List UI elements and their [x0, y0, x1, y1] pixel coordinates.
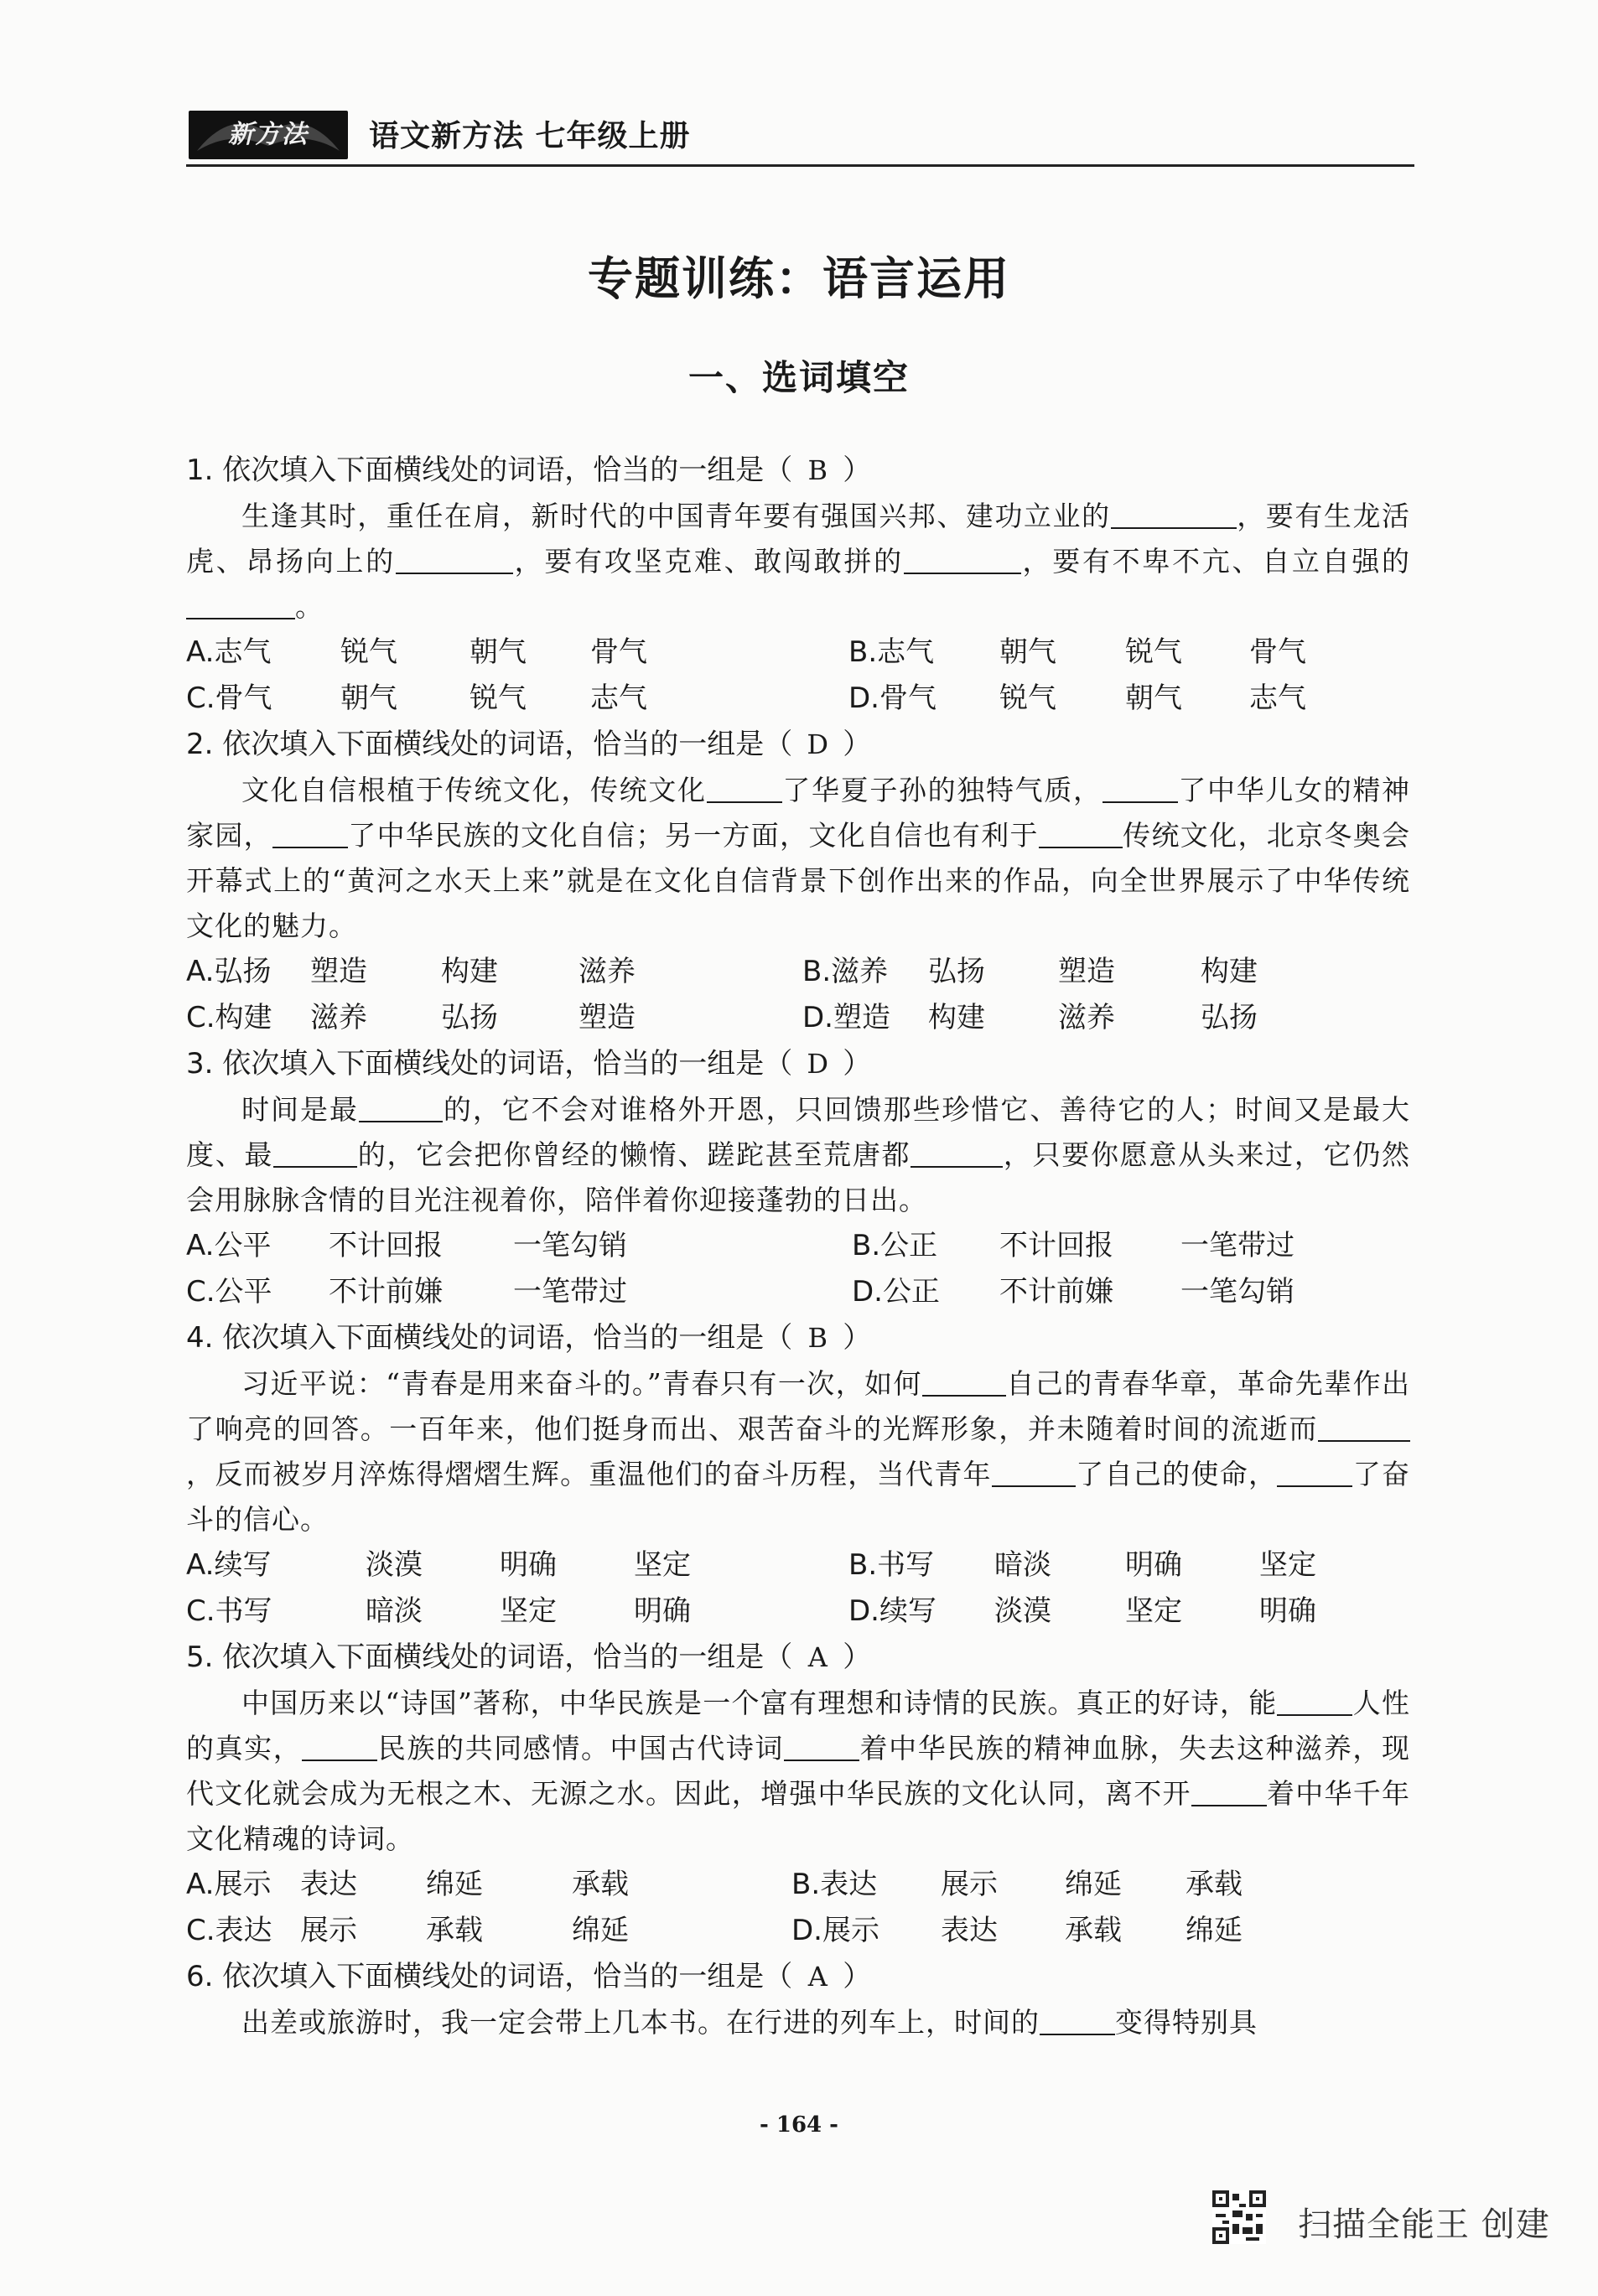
fill-in-blank — [922, 1368, 1006, 1397]
option-word: B.志气 — [848, 635, 935, 669]
question-prompt: 2. 依次填入下面横线处的词语，恰当的一组是（ — [186, 728, 793, 761]
question-close-paren: ） — [843, 1640, 872, 1674]
logo-text: 新方法 — [228, 120, 309, 149]
option-word: 志气 — [1249, 682, 1306, 715]
fill-in-blank — [992, 1459, 1076, 1487]
scanner-watermark: 扫描全能王 创建 — [1298, 2205, 1550, 2244]
option-word: B.书写 — [848, 1548, 935, 1582]
option-word: 志气 — [590, 682, 647, 715]
option-row — [186, 1589, 1410, 1635]
option-word: 一笔勾销 — [513, 1229, 627, 1262]
fill-in-blank — [1191, 1778, 1267, 1806]
passage-text: 的，它不会对谁格外开恩，只回馈那些珍惜它、善待它的人；时间又是最大度、最 — [186, 1093, 1411, 1171]
option-word: 滋养 — [578, 955, 636, 988]
fill-in-blank — [273, 1139, 357, 1168]
question-stem — [186, 448, 1410, 494]
passage-text: ，只要你愿意从头来过，它仍然会用脉脉含情的目光注视着你，陪伴着你迎接蓬勃的日出。 — [186, 1138, 1411, 1216]
option-row — [186, 1542, 1410, 1589]
option-word: 绵延 — [572, 1914, 629, 1947]
option-word: 塑造 — [1058, 955, 1115, 988]
passage-text: 。 — [295, 590, 324, 623]
option-word: 明确 — [634, 1594, 691, 1628]
option-word: 骨气 — [590, 635, 647, 669]
option-word: 朝气 — [1125, 682, 1182, 715]
passage-text: 着中华民族的精神血脉，失去这种滋养，现代文化就会成为无根之木、无源之水。因此，增强中华民族的文化认同，离不开 — [186, 1732, 1411, 1810]
fill-in-blank — [302, 1733, 377, 1761]
fill-in-blank — [186, 591, 295, 619]
option-word: 弘扬 — [928, 955, 985, 988]
option-word: 一笔带过 — [513, 1275, 627, 1309]
question-item — [186, 1635, 1410, 1954]
fill-in-blank — [1318, 1413, 1410, 1442]
fill-in-blank — [1111, 500, 1237, 529]
option-word: 骨气 — [1249, 635, 1306, 669]
option-word: 一笔勾销 — [1180, 1275, 1294, 1309]
option-word: 不计回报 — [999, 1229, 1113, 1262]
running-header — [189, 107, 1413, 163]
fill-in-blank — [1277, 1459, 1352, 1487]
publisher-logo — [189, 111, 348, 159]
option-row — [186, 676, 1410, 722]
passage-text: 传统文化，北京冬奥会开幕式上的“黄河之水天上来”就是在文化自信背景下创作出来的作品，向全世界展示了中华传统文化的魅力。 — [186, 819, 1411, 942]
question-passage — [186, 2000, 1410, 2045]
option-word: A.续写 — [186, 1548, 272, 1582]
option-word: 朝气 — [340, 682, 397, 715]
option-word: A.志气 — [186, 635, 272, 669]
option-word: 明确 — [500, 1548, 557, 1582]
option-word: D.塑造 — [802, 1001, 890, 1034]
page-title: 专题训练：语言运用 — [588, 252, 1010, 305]
option-row — [186, 1269, 1410, 1315]
handwritten-answer: D — [807, 728, 829, 760]
question-stem — [186, 722, 1410, 768]
option-word: 塑造 — [310, 955, 367, 988]
qr-code-icon — [1212, 2190, 1266, 2244]
handwritten-answer: A — [807, 1641, 828, 1673]
passage-text: 出差或旅游时，我一定会带上几本书。在行进的列车上，时间的 — [241, 2006, 1040, 2039]
option-word: 展示 — [941, 1868, 998, 1901]
option-word: 表达 — [300, 1868, 357, 1901]
passage-text: 了中华儿女的精神家园， — [186, 774, 1411, 852]
question-passage — [186, 1361, 1410, 1542]
option-word: D.骨气 — [848, 682, 936, 715]
option-word: 展示 — [300, 1914, 357, 1947]
option-word: 弘扬 — [1201, 1001, 1258, 1034]
option-word: 锐气 — [340, 635, 397, 669]
question-prompt: 4. 依次填入下面横线处的词语，恰当的一组是（ — [186, 1321, 793, 1355]
fill-in-blank — [1103, 775, 1178, 803]
handwritten-answer: D — [807, 1048, 829, 1080]
fill-in-blank — [1277, 1687, 1352, 1716]
passage-text: 生逢其时，重任在肩，新时代的中国青年要有强国兴邦、建功立业的 — [241, 500, 1111, 532]
option-word: 锐气 — [470, 682, 527, 715]
question-close-paren: ） — [843, 453, 872, 487]
option-word: 坚定 — [634, 1548, 691, 1582]
option-word: A.公平 — [186, 1229, 272, 1262]
fill-in-blank — [784, 1733, 859, 1761]
option-word: 锐气 — [999, 682, 1056, 715]
option-word: D.展示 — [791, 1914, 879, 1947]
question-stem — [186, 1954, 1410, 2000]
option-row — [186, 630, 1410, 676]
question-passage — [186, 768, 1410, 949]
option-word: 不计前嫌 — [999, 1275, 1113, 1309]
option-word: A.弘扬 — [186, 955, 272, 988]
option-word: 滋养 — [310, 1001, 367, 1034]
fill-in-blank — [359, 1094, 443, 1122]
fill-in-blank — [1039, 820, 1123, 848]
passage-text: 民族的共同感情。中国古代诗词 — [377, 1732, 785, 1765]
option-word: 朝气 — [999, 635, 1056, 669]
option-word: 坚定 — [1259, 1548, 1316, 1582]
passage-text: 中国历来以“诗国”著称，中华民族是一个富有理想和诗情的民族。真正的好诗，能 — [241, 1687, 1278, 1719]
option-row — [186, 1908, 1410, 1954]
option-word: 明确 — [1125, 1548, 1182, 1582]
question-passage — [186, 1087, 1410, 1223]
option-word: 朝气 — [470, 635, 527, 669]
option-word: 绵延 — [426, 1868, 483, 1901]
passage-text: 文化自信根植于传统文化，传统文化 — [241, 774, 707, 806]
question-stem — [186, 1041, 1410, 1087]
passage-text: ，反而被岁月淬炼得熠熠生辉。重温他们的奋斗历程，当代青年 — [186, 1458, 992, 1490]
option-word: 承载 — [1186, 1868, 1243, 1901]
question-prompt: 1. 依次填入下面横线处的词语，恰当的一组是（ — [186, 453, 793, 487]
fill-in-blank — [1040, 2007, 1115, 2035]
question-close-paren: ） — [843, 1047, 872, 1081]
option-word: 绵延 — [1065, 1868, 1122, 1901]
option-word: B.公正 — [852, 1229, 938, 1262]
option-word: 承载 — [572, 1868, 629, 1901]
option-row — [186, 1862, 1410, 1908]
option-word: 滋养 — [1058, 1001, 1115, 1034]
passage-text: 了奋斗的信心。 — [186, 1458, 1411, 1536]
question-prompt: 5. 依次填入下面横线处的词语，恰当的一组是（ — [186, 1640, 793, 1674]
option-word: B.滋养 — [802, 955, 889, 988]
option-word: 锐气 — [1125, 635, 1182, 669]
fill-in-blank — [911, 1139, 1003, 1168]
option-word: 坚定 — [500, 1594, 557, 1628]
option-word: 承载 — [426, 1914, 483, 1947]
question-stem — [186, 1315, 1410, 1361]
question-close-paren: ） — [843, 1960, 872, 1993]
option-word: 暗淡 — [366, 1594, 423, 1628]
question-item — [186, 1315, 1410, 1635]
option-word: 不计前嫌 — [329, 1275, 443, 1309]
question-prompt: 6. 依次填入下面横线处的词语，恰当的一组是（ — [186, 1960, 793, 1993]
passage-text: ，要有攻坚克难、敢闯敢拼的 — [512, 545, 904, 578]
option-row — [186, 1223, 1410, 1269]
option-word: C.书写 — [186, 1594, 272, 1628]
passage-text: 人性的真实， — [186, 1687, 1410, 1765]
handwritten-answer: A — [807, 1961, 828, 1993]
section-title: 一、选词填空 — [687, 357, 910, 398]
option-word: 弘扬 — [441, 1001, 498, 1034]
option-word: D.续写 — [848, 1594, 936, 1628]
passage-text: 了中华民族的文化自信；另一方面，文化自信也有利于 — [347, 819, 1039, 852]
question-prompt: 3. 依次填入下面横线处的词语，恰当的一组是（ — [186, 1047, 793, 1081]
passage-text: 了华夏子孙的独特气质， — [781, 774, 1103, 806]
option-word: 构建 — [441, 955, 498, 988]
question-stem — [186, 1635, 1410, 1681]
question-passage — [186, 1681, 1410, 1862]
passage-text: 变得特别具 — [1115, 2006, 1258, 2039]
option-word: 表达 — [941, 1914, 998, 1947]
handwritten-answer: B — [807, 454, 828, 486]
option-word: C.表达 — [186, 1914, 272, 1947]
question-item — [186, 1041, 1410, 1315]
option-word: 不计回报 — [329, 1229, 443, 1262]
option-word: 明确 — [1259, 1594, 1316, 1628]
option-word: C.构建 — [186, 1001, 272, 1034]
question-item — [186, 448, 1410, 722]
option-word: D.公正 — [852, 1275, 940, 1309]
option-word: 坚定 — [1125, 1594, 1182, 1628]
option-word: 构建 — [928, 1001, 985, 1034]
option-word: A.展示 — [186, 1868, 272, 1901]
page-number: - 164 - — [760, 2112, 838, 2138]
option-word: 淡漠 — [366, 1548, 423, 1582]
option-word: 一笔带过 — [1180, 1229, 1294, 1262]
option-word: 构建 — [1201, 955, 1258, 988]
option-row — [186, 995, 1410, 1041]
question-close-paren: ） — [843, 1321, 872, 1355]
passage-text: 时间是最 — [241, 1093, 359, 1126]
fill-in-blank — [396, 546, 513, 574]
passage-text: 的，它会把你曾经的懒惰、蹉跎甚至荒唐都 — [357, 1138, 911, 1171]
book-title: 语文新方法 七年级上册 — [369, 119, 691, 153]
passage-text: 习近平说：“青春是用来奋斗的。”青春只有一次，如何 — [241, 1367, 922, 1400]
fill-in-blank — [272, 820, 348, 848]
option-word: C.骨气 — [186, 682, 272, 715]
option-word: 塑造 — [578, 1001, 636, 1034]
passage-text: ，要有生龙活虎、昂扬向上的 — [186, 500, 1411, 578]
passage-text: ，要有不卑不亢、自立自强的 — [1020, 545, 1411, 578]
fill-in-blank — [904, 546, 1021, 574]
option-word: C.公平 — [186, 1275, 272, 1309]
passage-text: 了自己的使命， — [1075, 1458, 1278, 1490]
option-word: 暗淡 — [994, 1548, 1051, 1582]
option-word: 绵延 — [1186, 1914, 1243, 1947]
header-divider — [186, 164, 1414, 167]
fill-in-blank — [707, 775, 782, 803]
question-close-paren: ） — [843, 728, 872, 761]
question-item — [186, 722, 1410, 1041]
passage-text: 自己的青春华章，革命先辈作出了响亮的回答。一百年来，他们挺身而出、艰苦奋斗的光辉形象，并未随着时间的流逝而 — [186, 1367, 1410, 1445]
passage-text: 着中华千年文化精魂的诗词。 — [186, 1777, 1410, 1855]
option-row — [186, 949, 1410, 995]
handwritten-answer: B — [807, 1322, 828, 1354]
question-list — [186, 448, 1410, 2045]
option-word: 淡漠 — [994, 1594, 1051, 1628]
option-word: 承载 — [1065, 1914, 1122, 1947]
question-item — [186, 1954, 1410, 2045]
option-word: B.表达 — [791, 1868, 878, 1901]
question-passage — [186, 494, 1410, 630]
